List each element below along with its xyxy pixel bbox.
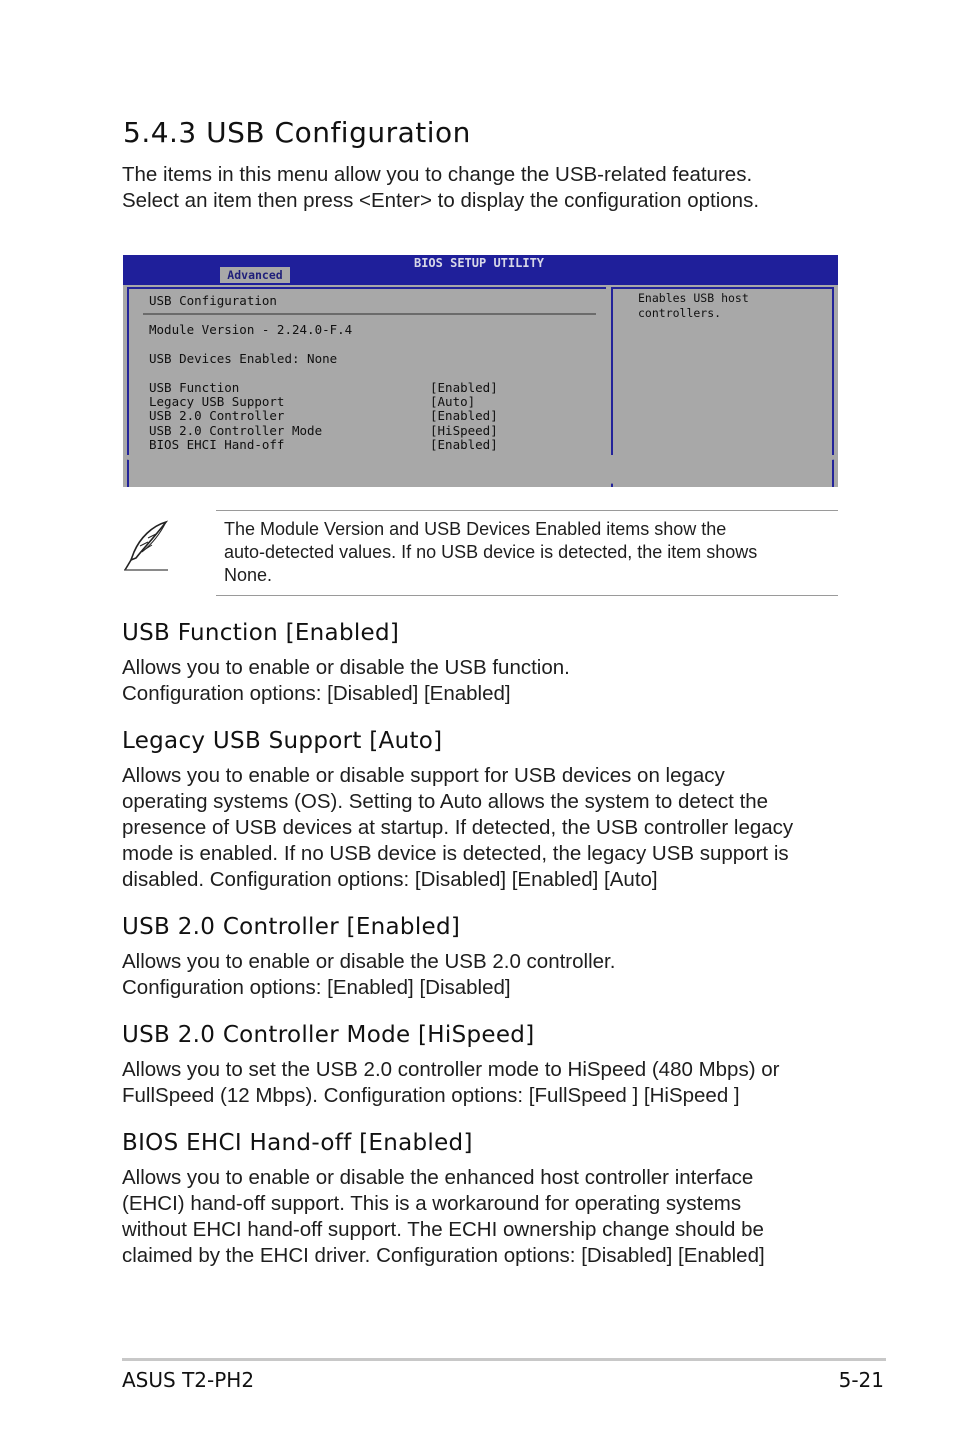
body-line: Allows you to enable or disable support for USB devices on legacy [122,764,725,787]
subsection-title-usb-function: USB Function [Enabled] [122,620,400,646]
note-text [224,518,757,587]
bios-item-label: USB 2.0 Controller Mode [149,423,323,438]
note-line: The Module Version and USB Devices Enabled items show the [224,519,727,539]
body-line: Allows you to enable or disable the USB function. [122,656,570,679]
bios-help-line: Enables USB host [638,291,749,305]
subsection-body-ehci-handoff [122,1165,765,1269]
subsection-body-usb20-mode [122,1057,779,1109]
bios-help-line: controllers. [638,306,722,320]
bios-title: BIOS SETUP UTILITY [413,256,545,270]
body-line: (EHCI) hand-off support. This is a workaround for operating systems [122,1192,742,1215]
body-line: Allows you to set the USB 2.0 controller mode to HiSpeed (480 Mbps) or [122,1058,780,1081]
bios-item-usb20-mode[interactable] [149,424,322,438]
body-line: Allows you to enable or disable the enhanced host controller interface [122,1166,754,1189]
subsection-title-ehci-handoff: BIOS EHCI Hand-off [Enabled] [122,1130,473,1156]
note-bottom-rule [216,595,838,596]
bios-heading: USB Configuration [149,293,277,308]
section-title: 5.4.3 USB Configuration [123,116,471,149]
body-line: claimed by the EHCI driver. Configuration options: [Disabled] [Enabled] [122,1244,765,1267]
body-line: operating systems (OS). Setting to Auto allows the system to detect the [122,790,769,813]
body-line: mode is enabled. If no USB device is detected, the legacy USB support is [122,842,789,865]
body-line: Configuration options: [Disabled] [Enabled] [122,682,511,705]
bios-screenshot [123,255,838,487]
bios-separator [143,313,596,315]
bios-item-value[interactable]: [Auto] [430,394,476,409]
subsection-body-usb-function [122,655,570,707]
bios-item-usb20-controller[interactable] [149,409,284,423]
footer-rule [122,1358,886,1361]
bios-item-value[interactable]: [Enabled] [430,437,498,452]
intro-line: Select an item then press <Enter> to display the configuration options. [122,189,760,212]
body-line: without EHCI hand-off support. The ECHI ownership change should be [122,1218,764,1241]
body-line: Configuration options: [Enabled] [Disabled] [122,976,511,999]
bios-item-label: USB 2.0 Controller [149,408,285,423]
note-feather-icon [122,520,172,572]
bios-item-legacy-usb[interactable] [149,395,284,409]
footer-page-number: 5-21 [838,1368,884,1392]
subsection-title-legacy-usb: Legacy USB Support [Auto] [122,728,443,754]
note-top-rule [216,510,838,511]
body-line: Allows you to enable or disable the USB 2.0 controller. [122,950,616,973]
bios-item-value[interactable]: [Enabled] [430,380,498,395]
subsection-title-usb20-controller: USB 2.0 Controller [Enabled] [122,914,461,940]
subsection-body-legacy-usb [122,763,793,893]
note-line: None. [224,565,273,585]
bios-module-version: Module Version - 2.24.0-F.4 [149,322,353,337]
intro-line: The items in this menu allow you to change the USB-related features. [122,163,753,186]
bios-item-label: BIOS EHCI Hand-off [149,437,285,452]
note-line: auto-detected values. If no USB device is detected, the item shows [224,542,758,562]
subsection-title-usb20-mode: USB 2.0 Controller Mode [HiSpeed] [122,1022,535,1048]
bios-item-usb-function[interactable] [149,381,239,395]
bios-item-label: USB Function [149,380,240,395]
subsection-body-usb20-controller [122,949,615,1001]
bios-devices-enabled: USB Devices Enabled: None [149,351,338,366]
bios-tab-advanced: Advanced [220,267,290,283]
body-line: FullSpeed (12 Mbps). Configuration options: [FullSpeed ] [HiSpeed ] [122,1084,740,1107]
bios-item-value[interactable]: [Enabled] [430,408,498,423]
body-line: presence of USB devices at startup. If detected, the USB controller legacy [122,816,794,839]
body-line: disabled. Configuration options: [Disabled] [Enabled] [Auto] [122,868,658,891]
bios-item-value[interactable]: [HiSpeed] [430,423,498,438]
bios-item-label: Legacy USB Support [149,394,285,409]
footer-product: ASUS T2-PH2 [122,1368,255,1392]
bios-torn-edge [123,455,838,495]
intro-paragraph [122,162,759,214]
bios-item-ehci-handoff[interactable] [149,438,284,452]
